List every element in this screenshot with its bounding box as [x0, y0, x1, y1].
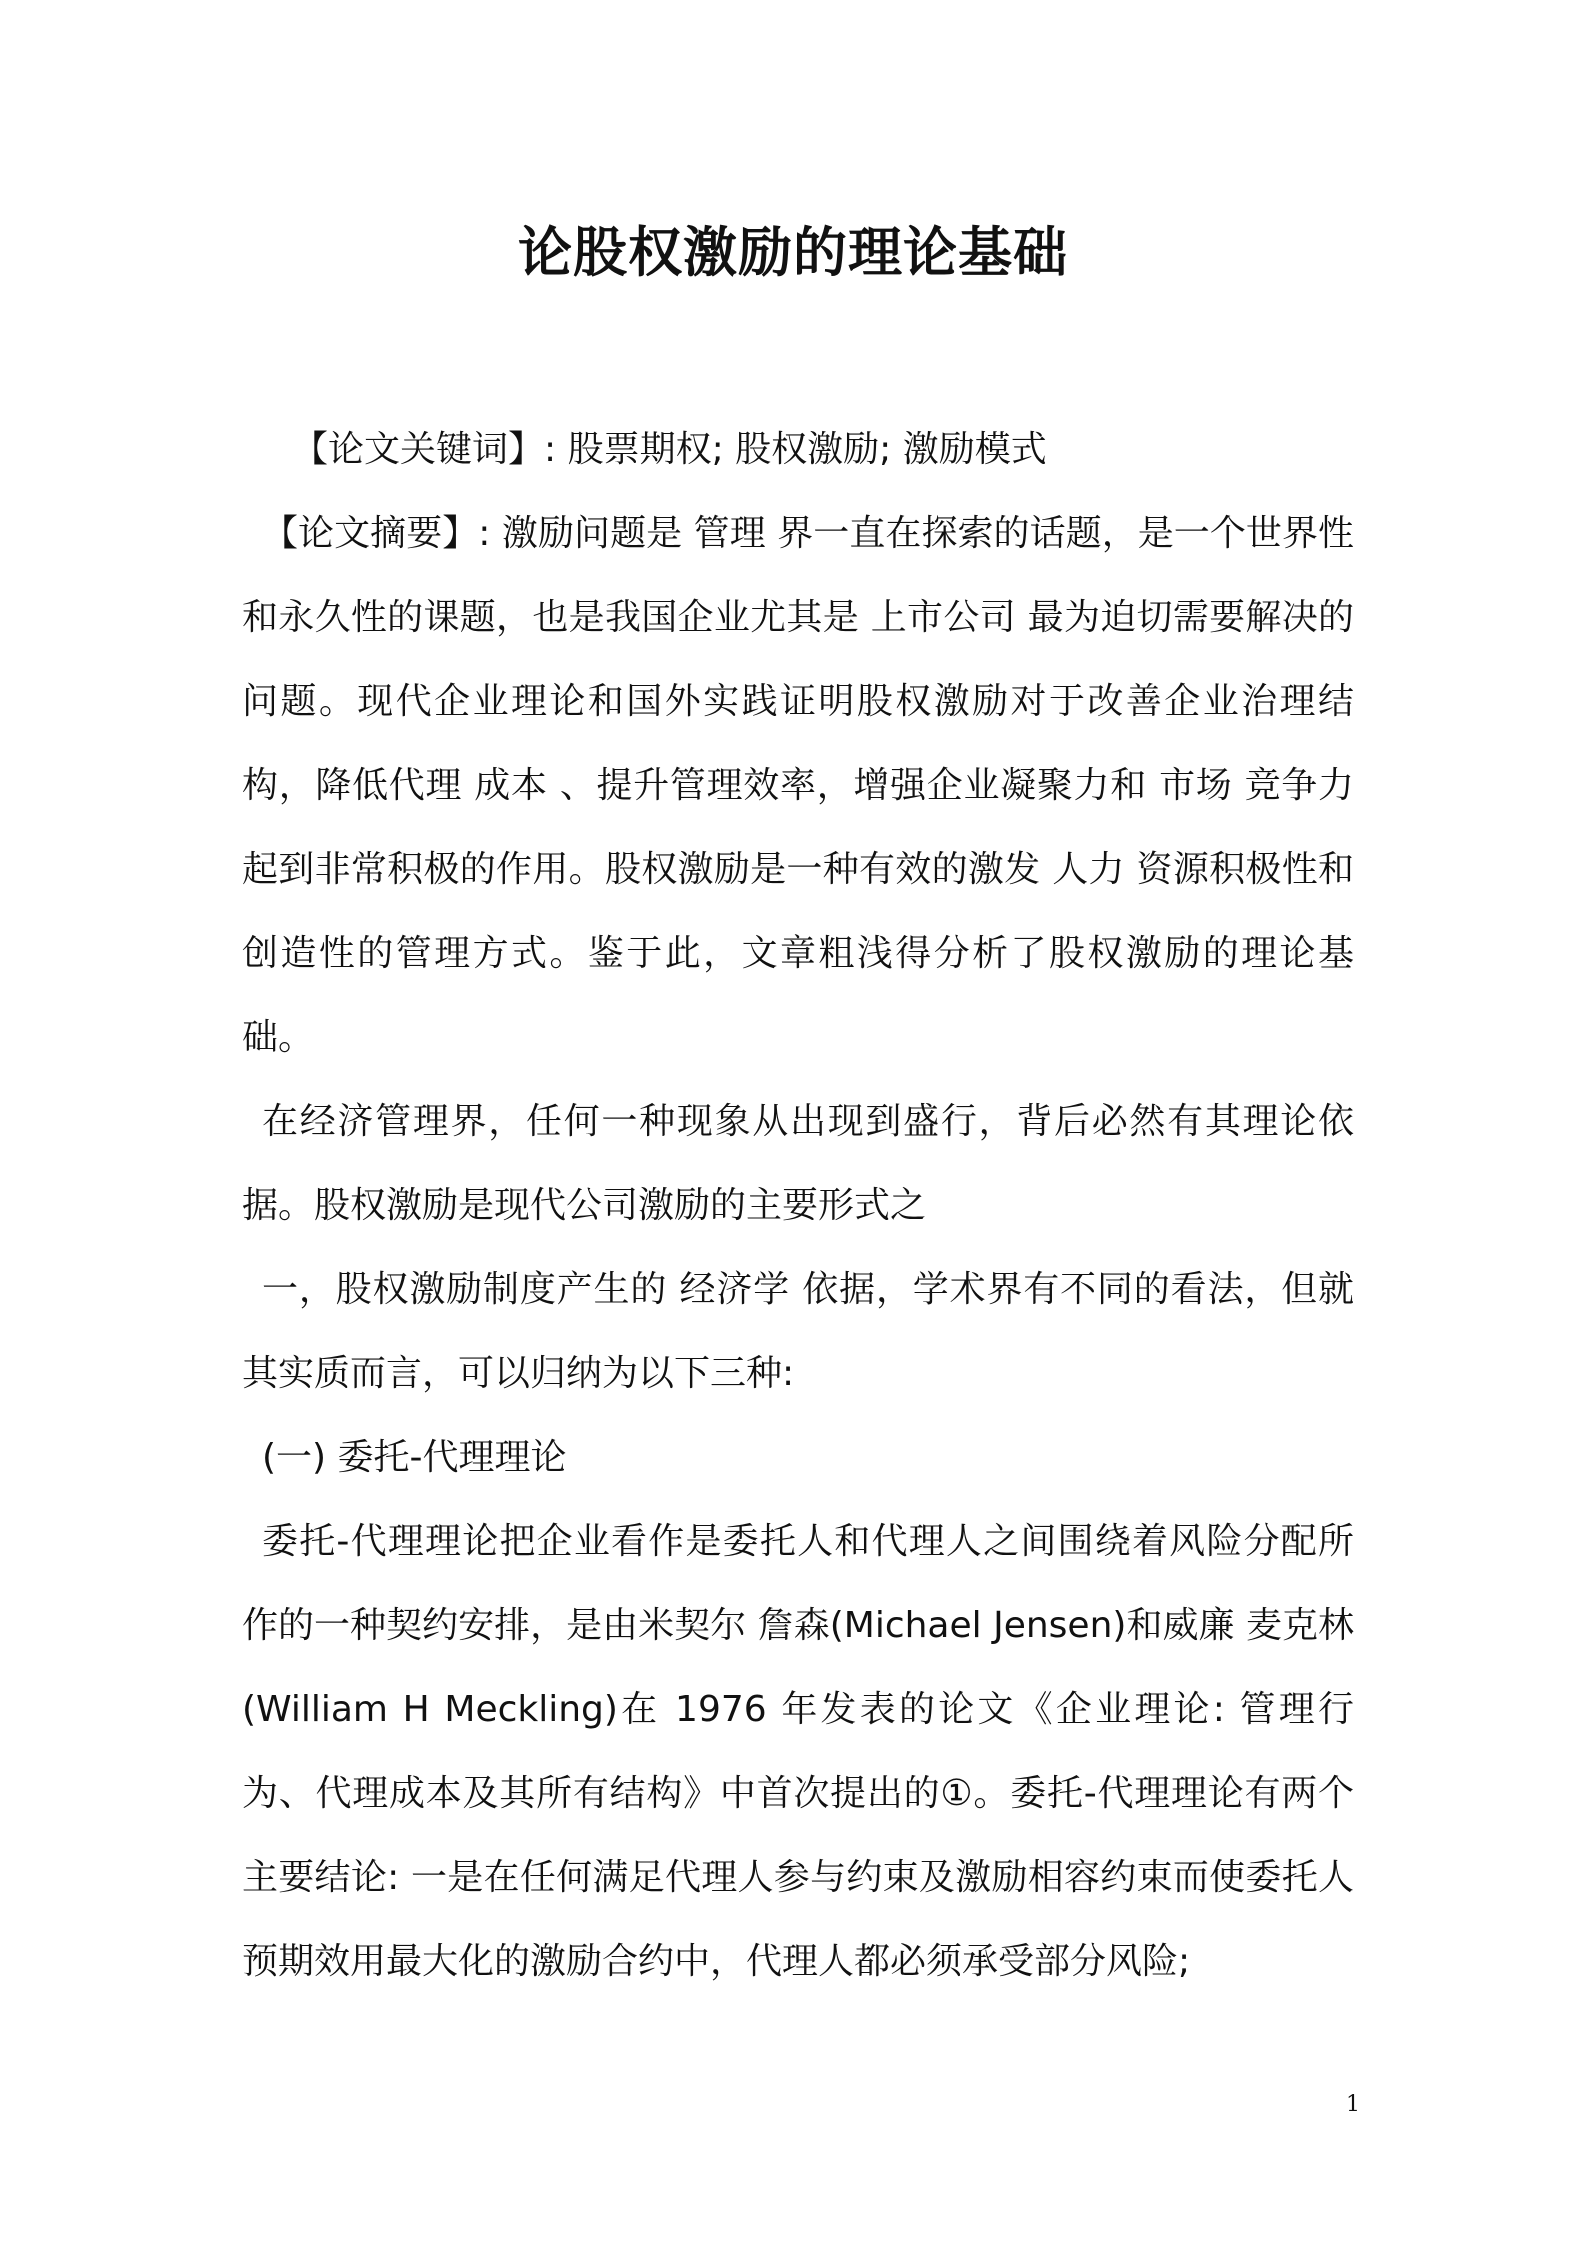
abstract-paragraph: 【论文摘要】: 激励问题是 管理 界一直在探索的话题，是一个世界性和永久性的课题，也是我国企业尤其是 上市公司 最为迫切需要解决的问题。现代企业理论和国外实践证明股权激励对于改善企业治理结构，降低代理 成本 、提升管理效率，增强企业凝聚力和 市场 竞争力起到非常积极的作用。股权激励是一种有效的激发 人力 资源积极性和创造性的管理方式。鉴于此，文章粗浅得分析了股权激励的理论基础。 [242, 513, 1354, 1058]
page-number: 1 [1346, 2092, 1360, 2117]
body-paragraph: 在经济管理界，任何一种现象从出现到盛行，背后必然有其理论依据。股权激励是现代公司激励的主要形式之 [242, 1101, 1354, 1226]
keywords-line: 【论文关键词】: 股票期权; 股权激励; 激励模式 [292, 429, 1047, 470]
body-paragraph: 一，股权激励制度产生的 经济学 依据，学术界有不同的看法，但就其实质而言，可以归纳为以下三种: [242, 1269, 1354, 1394]
document-body [242, 408, 1354, 2004]
section-heading: (一) 委托-代理理论 [262, 1437, 567, 1478]
body-paragraph: 委托-代理理论把企业看作是委托人和代理人之间围绕着风险分配所作的一种契约安排，是由米契尔 詹森(Michael Jensen)和威廉 麦克林(William H Meckling)在 1976 年发表的论文《企业理论: 管理行为、代理成本及其所有结构》中首次提出的①。委托-代理理论有两个主要结论: 一是在任何满足代理人参与约束及激励相容约束而使委托人预期效用最大化的激励合约中，代理人都必须承受部分风险; [242, 1521, 1354, 1982]
document-title: 论股权激励的理论基础 [518, 221, 1068, 284]
